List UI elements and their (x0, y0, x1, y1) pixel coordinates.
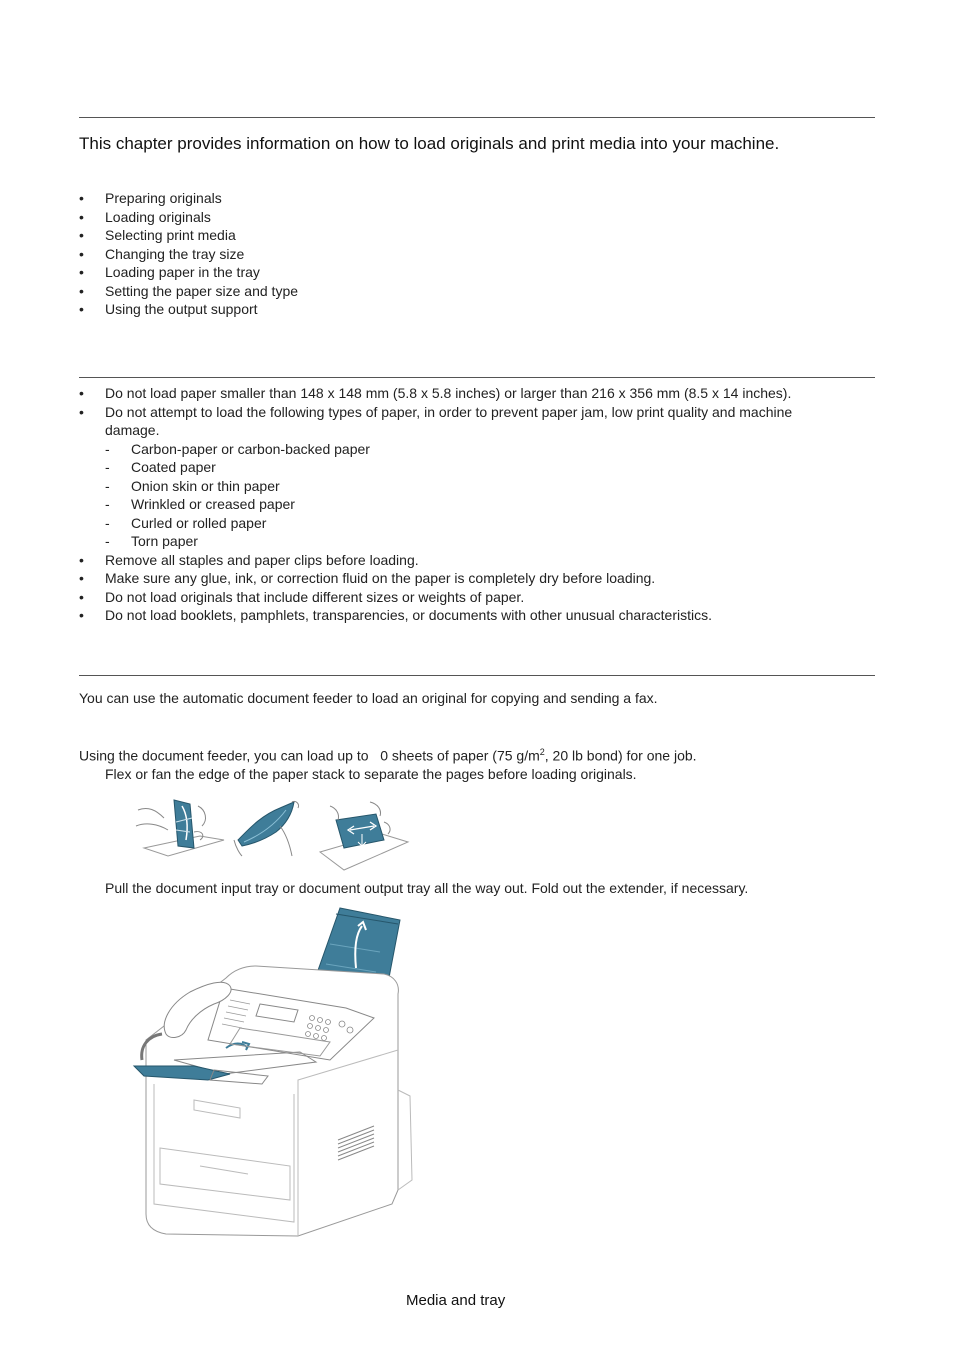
step-fan-paper: Flex or fan the edge of the paper stack to separate the pages before loading originals. (105, 766, 637, 782)
list-item: • Setting the paper size and type (79, 282, 299, 299)
list-item: • Do not load booklets, pamphlets, transparencies, or documents with other unusual characteristics. (79, 607, 712, 623)
fan-paper-illustration (130, 796, 420, 876)
section-rule-loading (79, 675, 875, 676)
list-item: • Preparing originals (79, 190, 222, 206)
top-rule (79, 117, 875, 118)
feeder-capacity: Using the document feeder, you can load up to 0 sheets of paper (75 $g/m^2$, 20 lb bond) for one job. (79, 747, 697, 764)
list-item: • Using the output support (79, 301, 258, 317)
list-item: • Changing the tray size (79, 245, 245, 262)
list-item: - Torn paper (105, 533, 198, 549)
list-item: - Onion skin or thin paper (105, 477, 280, 494)
loading-intro: You can use the automatic document feeder to load an original for copying and sending a fax. (79, 690, 658, 706)
chapter-intro: This chapter provides information on how to load originals and print media into your machine. (79, 134, 780, 153)
chapter-topics-list (79, 189, 298, 319)
section-rule-preparing (79, 377, 875, 378)
list-item: • Do not load originals that include different sizes or weights of paper. (79, 588, 525, 605)
list-item: • Do not attempt to load the following types of paper, in order to prevent paper jam, low print quality and machine damage. - Carbon-paper or carbon-backed paper - Coated paper - Onion skin or thin paper - Wrinkled or creased paper - Curled or rolled paper - Torn paper (79, 403, 793, 549)
paper-types-list (105, 440, 792, 551)
list-item: • Loading paper in the tray (79, 264, 260, 280)
list-item: - Wrinkled or creased paper (105, 496, 295, 512)
list-item: • Selecting print media (79, 227, 236, 243)
fax-machine-illustration (130, 904, 420, 1244)
list-item: • Do not load paper smaller than 148 x 148 mm (5.8 x 5.8 inches) or larger than 216 x 356 mm (8.5 x 14 inches). (79, 385, 792, 401)
list-item: - Carbon-paper or carbon-backed paper (105, 440, 370, 457)
list-item: • Make sure any glue, ink, or correction fluid on the paper is completely dry before loading. (79, 570, 656, 586)
list-item: • Remove all staples and paper clips before loading. (79, 551, 419, 568)
step-pull-tray: Pull the document input tray or document output tray all the way out. Fold out the extender, if necessary. (105, 880, 749, 896)
list-item: - Curled or rolled paper (105, 514, 267, 531)
list-item: - Coated paper (105, 459, 216, 475)
list-item: • Loading originals (79, 208, 211, 225)
page-footer: Media and tray (406, 1292, 506, 1309)
preparing-originals-list (79, 384, 792, 625)
